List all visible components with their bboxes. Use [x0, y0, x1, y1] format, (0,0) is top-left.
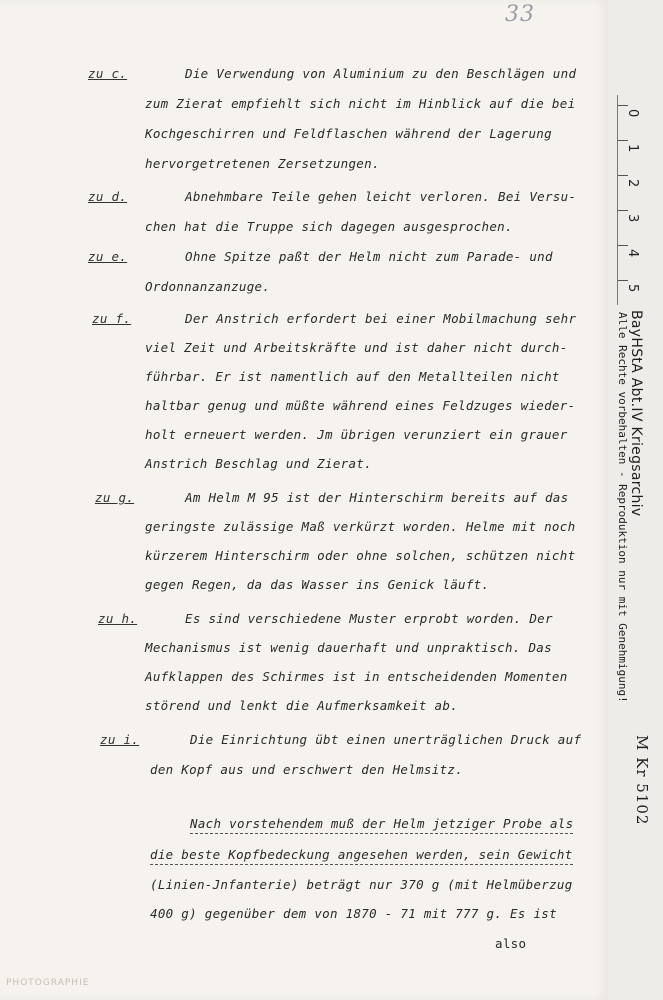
photo-watermark: PHOTOGRAPHIE — [6, 978, 90, 988]
ruler-number: 3 — [625, 214, 640, 223]
archive-name: BayHStA Abt.IV Kriegsarchiv — [628, 310, 644, 517]
entry-e-line-2: Ordonnanzanzuge. — [145, 279, 271, 294]
entry-g-line-2: geringste zulässige Maß verkürzt worden. Helme mit noch — [145, 519, 576, 534]
ruler-tick — [618, 175, 628, 176]
ruler-number: 2 — [625, 179, 640, 188]
entry-h-line-4: störend und lenkt die Aufmerksamkeit ab. — [145, 698, 459, 713]
page-number: 33 — [505, 2, 535, 27]
entry-g-line-1: Am Helm M 95 ist der Hinterschirm bereits auf das — [185, 490, 569, 505]
entry-label-c: zu c. — [88, 66, 128, 81]
entry-i-line-1: Die Einrichtung übt einen unerträglichen Druck auf — [190, 732, 582, 747]
scale-ruler — [617, 95, 642, 305]
entry-f-line-4: haltbar genug und müßte während eines Feldzuges wieder- — [145, 398, 576, 413]
ruler-number: 1 — [625, 144, 640, 153]
catchword: also — [495, 936, 527, 951]
ruler-tick — [618, 105, 628, 106]
entry-d-line-2: chen hat die Truppe sich dagegen ausgesprochen. — [145, 219, 513, 234]
ruler-number: 5 — [625, 284, 640, 293]
entry-label-f: zu f. — [92, 311, 132, 326]
ruler-tick — [618, 140, 628, 141]
ruler-number: 0 — [625, 109, 640, 118]
entry-c-line-2: zum Zierat empfiehlt sich nicht im Hinblick auf die bei — [145, 96, 576, 111]
entry-c-line-1: Die Verwendung von Aluminium zu den Beschlägen und — [185, 66, 577, 81]
entry-i-line-2: den Kopf aus und erschwert den Helmsitz. — [150, 762, 464, 777]
entry-f-line-5: holt erneuert werden. Jm übrigen verunziert ein grauer — [145, 427, 568, 442]
entry-c-line-4: hervorgetretenen Zersetzungen. — [145, 156, 380, 171]
entry-label-i: zu i. — [100, 732, 140, 747]
entry-c-line-3: Kochgeschirren und Feldflaschen während der Lagerung — [145, 126, 552, 141]
entry-h-line-2: Mechanismus ist wenig dauerhaft und unpraktisch. Das — [145, 640, 552, 655]
entry-d-line-1: Abnehmbare Teile gehen leicht verloren. Bei Versu- — [185, 189, 577, 204]
conclusion-line-1: Nach vorstehendem muß der Helm jetziger Probe als — [190, 818, 573, 834]
entry-h-line-3: Aufklappen des Schirmes ist in entscheidenden Momenten — [145, 669, 568, 684]
entry-label-e: zu e. — [88, 249, 128, 264]
entry-label-g: zu g. — [95, 490, 135, 505]
conclusion-line-2: die beste Kopfbedeckung angesehen werden, sein Gewicht — [150, 849, 573, 865]
entry-h-line-1: Es sind verschiedene Muster erprobt worden. Der — [185, 611, 553, 626]
entry-f-line-3: führbar. Er ist namentlich auf den Metallteilen nicht — [145, 369, 560, 384]
conclusion-line-4: 400 g) gegenüber dem von 1870 - 71 mit 777 g. Es ist — [150, 906, 557, 921]
entry-f-line-6: Anstrich Beschlag und Zierat. — [145, 456, 372, 471]
entry-label-h: zu h. — [98, 611, 138, 626]
entry-f-line-2: viel Zeit und Arbeitskräfte und ist daher nicht durch- — [145, 340, 568, 355]
entry-f-line-1: Der Anstrich erfordert bei einer Mobilmachung sehr — [185, 311, 577, 326]
entry-g-line-3: kürzerem Hinterschirm oder ohne solchen, schützen nicht — [145, 548, 576, 563]
entry-g-line-4: gegen Regen, da das Wasser ins Genick läuft. — [145, 577, 490, 592]
archive-rights-notice: Alle Rechte vorbehalten - Reproduktion nur mit Genehmigung! — [616, 312, 629, 703]
entry-e-line-1: Ohne Spitze paßt der Helm nicht zum Parade- und — [185, 249, 553, 264]
archive-shelf-mark: M Kr 5102 — [633, 735, 651, 826]
ruler-number: 4 — [625, 249, 640, 258]
ruler-tick — [618, 280, 628, 281]
ruler-tick — [618, 245, 628, 246]
entry-label-d: zu d. — [88, 189, 128, 204]
conclusion-line-3: (Linien-Jnfanterie) beträgt nur 370 g (mit Helmüberzug — [150, 877, 573, 892]
ruler-tick — [618, 210, 628, 211]
